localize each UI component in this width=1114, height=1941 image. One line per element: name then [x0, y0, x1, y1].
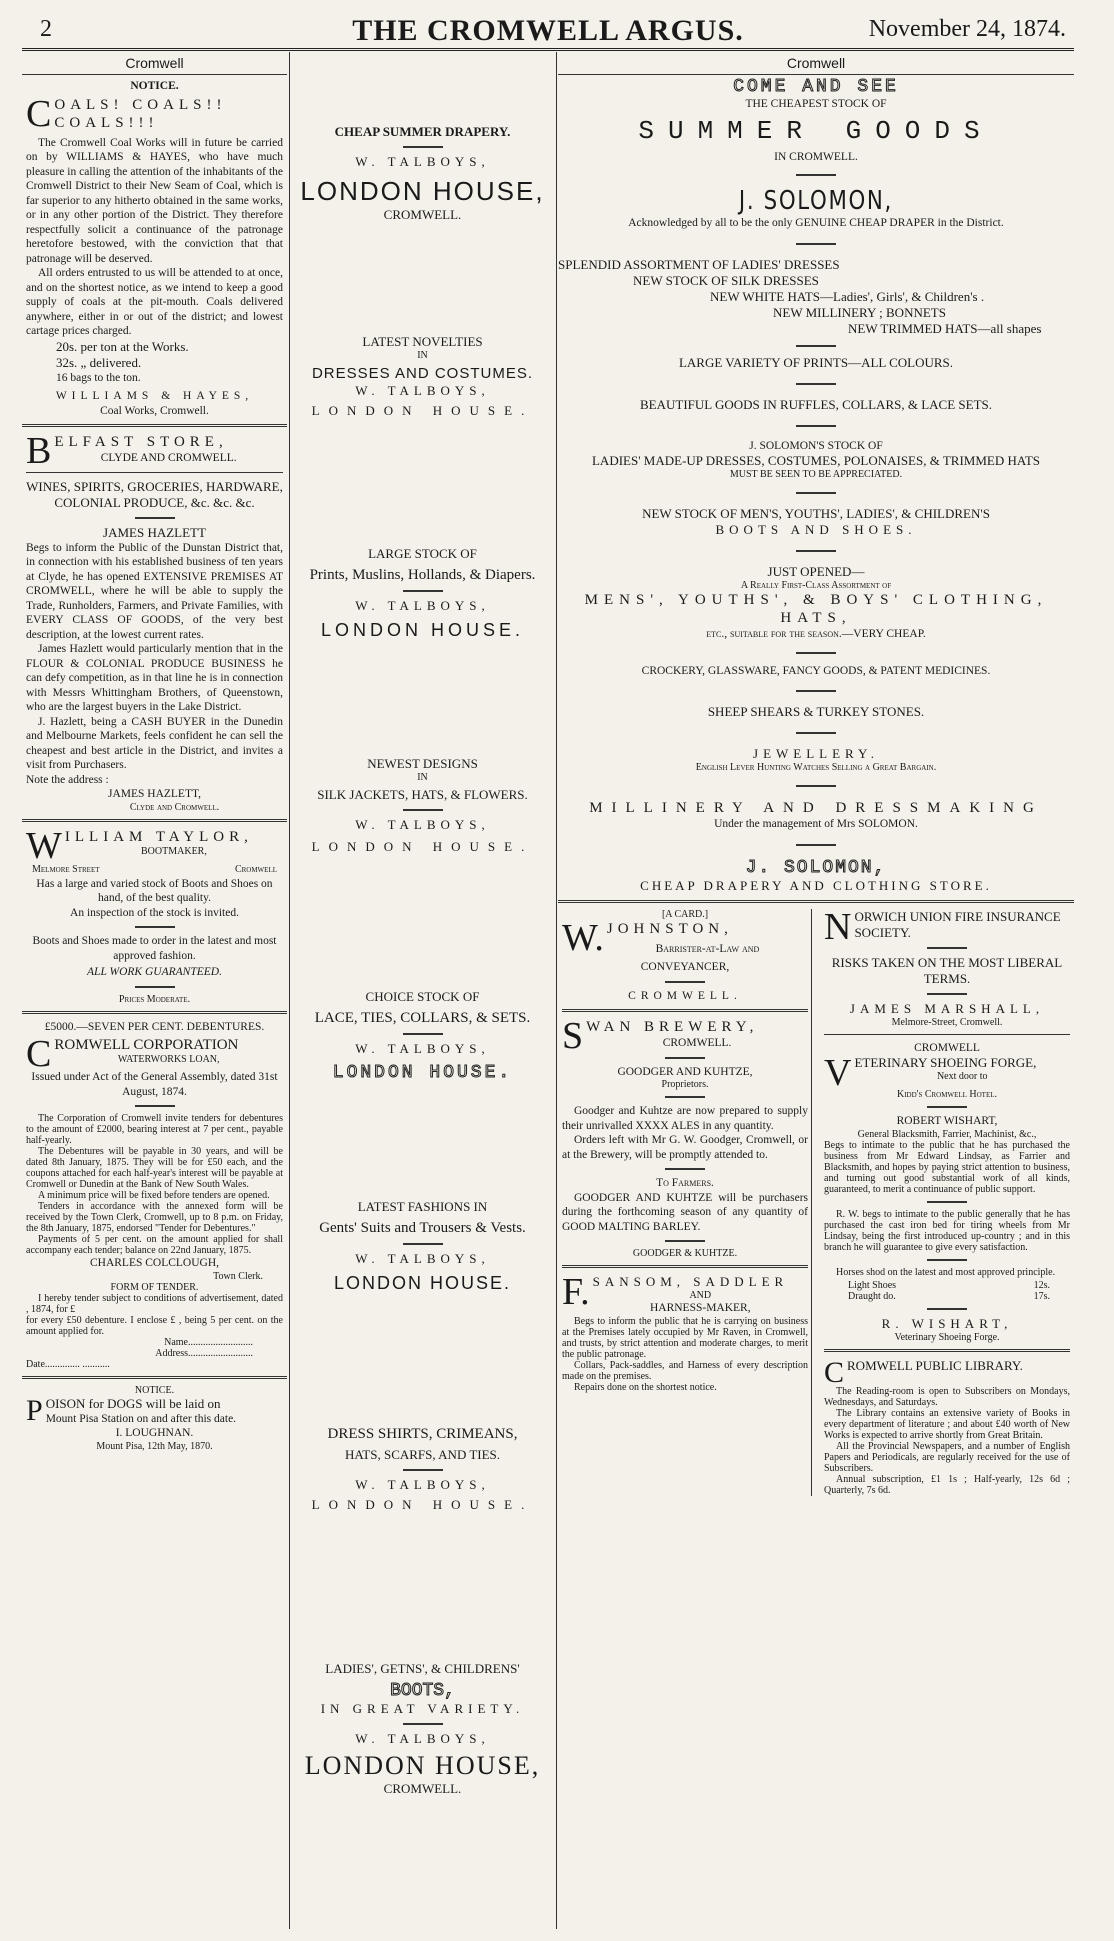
- poison-body: Mount Pisa Station on and after this date.: [45, 1412, 237, 1425]
- johnston-initial: W.: [562, 916, 604, 959]
- coals-title: OALS! COALS!! COALS!!!: [54, 96, 227, 131]
- swan-para-1: Goodger and Kuhtze are now prepared to supply their unrivalled XXXX ALES in any quantity.: [562, 1105, 808, 1132]
- talboys-ad-line: SILK JACKETS, HATS, & FLOWERS.: [317, 787, 528, 802]
- library-drop-cap: C: [824, 1355, 845, 1389]
- talboys-ad-line: CHEAP SUMMER DRAPERY.: [334, 124, 511, 139]
- swan-title: WAN BREWERY,: [586, 1019, 759, 1035]
- johnston-town: CROMWELL.: [628, 989, 742, 1002]
- johnston-title: Barrister-at-Law and: [655, 942, 760, 955]
- divider: [927, 993, 967, 995]
- loan-subtitle: WATERWORKS LOAN,: [117, 1054, 220, 1065]
- swan-proprietors: GOODGER AND KUHTZE,: [617, 1065, 753, 1078]
- johnston-title-2: CONVEYANCER,: [640, 961, 730, 973]
- talboys-advert: [291, 1199, 554, 1425]
- talboys-ad-line: LATEST NOVELTIES: [362, 334, 483, 349]
- belfast-body-2: James Hazlett would particularly mention that in the FLOUR & COLONIAL PRODUCE BUSINESS he can defy competition, as in that line he is in connection with Messrs Whittingham Brothers, of Queenstown, who are the largest buyers in the Lake District.: [26, 643, 283, 713]
- library-title: ROMWELL PUBLIC LIBRARY.: [847, 1357, 1023, 1373]
- divider: [824, 1349, 1070, 1352]
- poison-title: OISON for DOGS will be laid on: [45, 1395, 221, 1411]
- belfast-goods: WINES, SPIRITS, GROCERIES, HARDWARE, COLONIAL PRODUCE, &c. &c. &c.: [26, 478, 283, 510]
- forge-title: ETERINARY SHOEING FORGE,: [854, 1055, 1037, 1070]
- solomon-shears: SHEEP SHEARS & TURKEY STONES.: [707, 704, 925, 719]
- johnston-name: JOHNSTON,: [606, 920, 733, 937]
- divider: [135, 926, 175, 928]
- coals-price-delivered: 32s. „ delivered.: [56, 354, 142, 370]
- belfast-drop-cap: B: [26, 430, 52, 472]
- norwich-risks: RISKS TAKEN ON THE MOST LIBERAL TERMS.: [831, 954, 1063, 986]
- sansom-para-3: Repairs done on the shortest notice.: [574, 1381, 717, 1393]
- solomon-come-and-see: COME AND SEE: [733, 77, 899, 97]
- belfast-body: Begs to inform the Public of the Dunstan District that, in connection with his established business of ten years at Clyde, he has opened EXTENSIVE PREMISES AT CROMWELL, where he will be able to supply the Trade, Runholders, Farmers, and Private Families, with EVERY CLASS OF GOODS, of the very best description, at the lowest current rates.: [26, 541, 283, 641]
- loan-form-line-2: for every £50 debenture. I enclose £ , being 5 per cent. on the amount applied for.: [26, 1314, 283, 1337]
- coals-advert: [22, 79, 287, 418]
- divider: [796, 785, 836, 787]
- talboys-advert: [291, 989, 554, 1199]
- divider: [558, 900, 1074, 903]
- belfast-address: Clyde and Cromwell.: [129, 801, 220, 813]
- talboys-ad-line: IN: [417, 772, 428, 783]
- solomon-ruffles: BEAUTIFUL GOODS IN RUFFLES, COLLARS, & LACE SETS.: [640, 396, 992, 412]
- column-rule: [289, 52, 290, 1929]
- solomon-name: J. SOLOMON,: [738, 186, 894, 216]
- poison-notice-label: NOTICE.: [134, 1384, 175, 1396]
- sub-column-rule: [811, 909, 812, 1496]
- johnston-card: [562, 909, 808, 1004]
- talboys-ad-line: LONDON HOUSE.: [311, 1497, 534, 1512]
- divider: [796, 425, 836, 427]
- talboys-ad-line: IN: [417, 350, 428, 361]
- divider: [26, 472, 283, 473]
- waterworks-loan-advert: [22, 1020, 287, 1370]
- talboys-ad-line: W. TALBOYS,: [355, 383, 490, 398]
- forge-para-1: Begs to intimate to the public that he has purchased the business from Mr Edward Lindsay, as Farrier and Blacksmith, and hopes by paying strict attention to business, and turning out good substantial work of all kinds, guaranteed, to merit a continuance of public support.: [824, 1139, 1070, 1195]
- divider: [403, 1033, 443, 1035]
- talboys-ad-line: LONDON HOUSE,: [304, 1751, 541, 1780]
- forge-signature-title: Veterinary Shoeing Forge.: [894, 1331, 1000, 1343]
- johnston-card-label: [A CARD.]: [661, 908, 709, 920]
- talboys-ad-line: LONDON HOUSE.: [311, 839, 534, 854]
- swan-subtitle: CROMWELL.: [662, 1037, 732, 1049]
- loan-para-4: Tenders in accordance with the annexed form will be received by the Town Clerk, Cromwell, up to 8 p.m. on Friday, the 8th January, 1875, endorsed "Tender for Debentures.": [26, 1201, 283, 1234]
- taylor-title: ILLIAM TAYLOR,: [64, 828, 253, 845]
- divider: [796, 550, 836, 552]
- divider: [403, 1723, 443, 1725]
- column-left: [22, 52, 287, 1929]
- solomon-clothing: MENS', YOUTHS', & BOYS' CLOTHING, HATS,: [584, 592, 1048, 626]
- talboys-ad-line: W. TALBOYS,: [355, 1477, 490, 1492]
- right-sub-column-b: [816, 905, 1074, 1496]
- divider: [403, 590, 443, 592]
- solomon-summer-goods: SUMMER GOODS: [638, 115, 994, 146]
- belfast-note: Note the address :: [26, 773, 109, 786]
- solomon-name-2: J. SOLOMON,: [745, 857, 887, 878]
- talboys-ad-line: CROMWELL.: [383, 1781, 462, 1796]
- coals-location: Coal Works, Cromwell.: [100, 404, 209, 417]
- talboys-ad-line: Gents' Suits and Trousers & Vests.: [319, 1220, 526, 1236]
- masthead: [22, 12, 1074, 51]
- loan-form-line-1: I hereby tender subject to conditions of advertisement, dated , 1874, for £: [26, 1292, 283, 1315]
- talboys-ad-line: W. TALBOYS,: [355, 1731, 490, 1746]
- talboys-ad-line: LONDON HOUSE.: [320, 620, 525, 640]
- newspaper-title: THE CROMWELL ARGUS.: [352, 14, 744, 47]
- divider: [665, 1096, 705, 1098]
- right-sub-column-a: [558, 909, 816, 1496]
- forge-light-shoes: Light Shoes: [848, 1279, 897, 1291]
- talboys-ad-line: NEWEST DESIGNS: [367, 756, 478, 771]
- forge-draught-price: 17s.: [1033, 1290, 1050, 1302]
- sansom-para-2: Collars, Pack-saddles, and Harness of every description made on the premises.: [562, 1359, 808, 1382]
- solomon-prints: LARGE VARIETY OF PRINTS—ALL COLOURS.: [678, 354, 954, 370]
- divider: [796, 732, 836, 734]
- taylor-body: Has a large and varied stock of Boots and Shoes on hand, of the best quality.: [36, 877, 273, 904]
- forge-para-2: R. W. begs to intimate to the public generally that he has purchased the cast iron bed for tiring wheels from Mr Lindsay, being the first introduced up-country ; and in this branch he will guarantee to give every satisfaction.: [824, 1208, 1070, 1253]
- forge-next-door: Next door to: [936, 1071, 988, 1082]
- belfast-subtitle: CLYDE AND CROMWELL.: [100, 452, 237, 464]
- library-para-1: The Reading-room is open to Subscribers on Mondays, Wednesdays, and Saturdays.: [824, 1385, 1070, 1408]
- loan-form-name: Name..........................: [164, 1336, 253, 1348]
- veterinary-forge-advert: [824, 1041, 1070, 1343]
- talboys-advert: [291, 1661, 554, 1797]
- poison-drop-cap: P: [26, 1393, 43, 1427]
- loan-drop-cap: C: [26, 1033, 52, 1075]
- divider: [562, 1009, 808, 1012]
- column-right: [558, 52, 1074, 1929]
- divider: [22, 1011, 287, 1014]
- solomon-line: NEW MILLINERY ; BONNETS: [773, 304, 946, 320]
- taylor-bootmaker-advert: [22, 824, 287, 1005]
- loan-para-5: Payments of 5 per cent. on the amount applied for shall accompany each tender; balance on 22nd January, 1875.: [26, 1234, 283, 1256]
- divider: [796, 492, 836, 494]
- divider: [22, 819, 287, 822]
- divider: [22, 424, 287, 427]
- divider: [927, 1106, 967, 1108]
- talboys-ad-line: LONDON HOUSE.: [333, 1273, 512, 1293]
- solomon-line: NEW STOCK OF SILK DRESSES: [633, 272, 819, 288]
- talboys-advert: [291, 546, 554, 756]
- talboys-ad-line: LONDON HOUSE,: [300, 176, 545, 206]
- divider: [665, 981, 705, 983]
- talboys-ad-line: W. TALBOYS,: [355, 1041, 490, 1056]
- sansom-and: AND: [689, 1290, 712, 1301]
- swan-drop-cap: S: [562, 1015, 584, 1057]
- divider: [796, 844, 836, 846]
- library-para-2: The Library contains an extensive variety of Books in every department of literature ; and about £40 worth of New Works is expected to arrive shortly from Great Britain.: [824, 1407, 1070, 1441]
- loan-para-1: The Corporation of Cromwell invite tenders for debentures to the amount of £2000, bearing interest at 7 per cent., payable half-yearly.: [26, 1113, 283, 1146]
- divider: [135, 517, 175, 519]
- solomon-management: Under the management of Mrs SOLOMON.: [714, 818, 918, 830]
- solomon-season: etc., suitable for the season.—VERY CHEAP.: [706, 628, 926, 640]
- talboys-ad-line: CHOICE STOCK OF: [365, 989, 480, 1004]
- column-middle: [291, 52, 554, 1929]
- divider: [927, 947, 967, 949]
- column-header: Cromwell: [558, 52, 1074, 75]
- swan-farmers: To Farmers.: [656, 1177, 714, 1189]
- loan-title: ROMWELL CORPORATION: [54, 1037, 239, 1053]
- forge-drop-cap: V: [824, 1052, 852, 1094]
- divider: [796, 383, 836, 385]
- divider: [562, 1265, 808, 1268]
- loan-headline: £5000.—SEVEN PER CENT. DEBENTURES.: [44, 1020, 265, 1033]
- divider: [796, 345, 836, 347]
- column-header: Cromwell: [22, 52, 287, 75]
- talboys-ad-line: DRESSES AND COSTUMES.: [311, 365, 534, 382]
- column-rule: [556, 52, 557, 1929]
- coals-bags: 16 bags to the ton.: [56, 371, 141, 384]
- talboys-ad-line: HATS, SCARFS, AND TIES.: [344, 1447, 501, 1462]
- taylor-street: Melmore Street: [32, 863, 100, 875]
- swan-brewery-advert: [562, 1015, 808, 1259]
- swan-para-2: Orders left with Mr G. W. Goodger, Cromwell, or at the Brewery, will be promptly attended to.: [562, 1134, 808, 1161]
- solomon-just-opened: JUST OPENED—: [767, 564, 865, 579]
- taylor-trade: BOOTMAKER,: [141, 845, 207, 857]
- talboys-ad-line: W. TALBOYS,: [355, 1251, 490, 1266]
- talboys-ad-line: LADIES', GETNS', & CHILDRENS': [325, 1661, 520, 1676]
- solomon-jewellery: JEWELLERY.: [753, 746, 879, 761]
- loan-signature: CHARLES COLCLOUGH,: [89, 1257, 220, 1269]
- forge-proprietor: ROBERT WISHART,: [896, 1115, 998, 1127]
- divider: [665, 1240, 705, 1242]
- divider: [796, 243, 836, 245]
- belfast-title: ELFAST STORE,: [54, 434, 228, 450]
- loan-form-heading: FORM OF TENDER.: [110, 1281, 199, 1293]
- taylor-body-2: Boots and Shoes made to order in the latest and most approved fashion.: [32, 935, 277, 962]
- solomon-stock-of: J. SOLOMON'S STOCK OF: [749, 439, 883, 452]
- solomon-boots-line-2: BOOTS AND SHOES.: [715, 522, 917, 537]
- talboys-ad-line: Prints, Muslins, Hollands, & Diapers.: [309, 567, 536, 583]
- taylor-prices: Prices Moderate.: [118, 993, 191, 1005]
- library-advert: [824, 1355, 1070, 1496]
- library-para-3: All the Provincial Newspapers, and a number of English Papers and Periodicals, are regularly received for the use of Subscribers.: [824, 1440, 1070, 1474]
- talboys-advert: [291, 124, 554, 334]
- talboys-ad-line: LONDON HOUSE.: [311, 403, 534, 418]
- norwich-agent: JAMES MARSHALL,: [849, 1000, 1045, 1016]
- talboys-ad-line: W. TALBOYS,: [355, 817, 490, 832]
- swan-signature: GOODGER & KUHTZE.: [632, 1248, 738, 1259]
- solomon-cheapest: THE CHEAPEST STOCK OF: [745, 98, 887, 110]
- belfast-body-3: J. Hazlett, being a CASH BUYER in the Dunedin and Melbourne Markets, feels confident he can sell the cheapest and best article in the District, and invites a visit from Purchasers.: [26, 715, 283, 771]
- divider: [403, 809, 443, 811]
- loan-issued: Issued under Act of the General Assembly, dated 31st August, 1874.: [31, 1071, 278, 1098]
- belfast-store-advert: [22, 430, 287, 813]
- forge-trade: General Blacksmith, Farrier, Machinist, &c.,: [857, 1128, 1037, 1140]
- divider: [403, 1243, 443, 1245]
- coals-price-works: 20s. per ton at the Works.: [56, 338, 189, 354]
- talboys-ad-line: DRESS SHIRTS, CRIMEANS,: [327, 1426, 518, 1442]
- solomon-in-cromwell: IN CROMWELL.: [774, 150, 858, 163]
- divider: [135, 986, 175, 988]
- norwich-union-advert: [824, 905, 1070, 1028]
- forge-town: CROMWELL: [914, 1041, 980, 1054]
- coals-notice-label: NOTICE.: [130, 80, 179, 92]
- divider: [22, 1376, 287, 1379]
- talboys-ad-line: LATEST FASHIONS IN: [357, 1199, 488, 1214]
- solomon-acknowledged: Acknowledged by all to be the only GENUINE CHEAP DRAPER in the District.: [628, 217, 1004, 229]
- divider: [135, 1105, 175, 1107]
- talboys-advert: [291, 756, 554, 989]
- divider: [665, 1168, 705, 1170]
- sansom-initial: F.: [562, 1271, 590, 1313]
- loan-para-2: The Debentures will be payable in 30 years, and will be dated 8th January, 1875. They will be for £50 each, and the coupons attached for each half-year's interest will be payable at Cromwell or Dunedin at the Bank of New South Wales.: [26, 1146, 283, 1190]
- divider: [927, 1308, 967, 1310]
- swan-para-3: GOODGER AND KUHTZE will be purchasers during the forthcoming season of any quantity of GOOD MALTING BARLEY.: [562, 1191, 808, 1233]
- solomon-line: NEW WHITE HATS—Ladies', Girls', & Children's .: [710, 288, 985, 304]
- solomon-advert: [558, 77, 1074, 894]
- divider: [796, 690, 836, 692]
- divider: [403, 1469, 443, 1471]
- coals-drop-cap: C: [26, 92, 52, 135]
- poison-notice: [22, 1385, 287, 1452]
- solomon-watches: English Lever Hunting Watches Selling a Great Bargain.: [695, 762, 937, 773]
- divider: [927, 1259, 967, 1261]
- talboys-ad-line: LONDON HOUSE.: [332, 1063, 513, 1083]
- talboys-ad-line: LACE, TIES, COLLARS, & SETS.: [314, 1010, 531, 1026]
- taylor-drop-cap: W: [26, 824, 62, 867]
- sansom-advert: [562, 1271, 808, 1393]
- solomon-appreciated: MUST BE SEEN TO BE APPRECIATED.: [729, 469, 903, 480]
- talboys-ad-line: LARGE STOCK OF: [368, 546, 477, 561]
- forge-signature: R. WISHART,: [881, 1315, 1013, 1331]
- forge-hotel: Kidd's Cromwell Hotel.: [896, 1089, 997, 1100]
- sansom-title-2: HARNESS-MAKER,: [649, 1302, 751, 1314]
- solomon-crockery: CROCKERY, GLASSWARE, FANCY GOODS, & PATENT MEDICINES.: [641, 664, 991, 677]
- divider: [796, 174, 836, 176]
- norwich-title: ORWICH UNION FIRE INSURANCE SOCIETY.: [854, 908, 1061, 940]
- coals-body: The Cromwell Coal Works will in future be carried on by WILLIAMS & HAYES, who have much pleasure in calling the attention of the inhabitants of the Cromwell District to their New Seam of Coal, which is far superior to any hitherto obtained in the same works, or in any other portion of the District. They therefore respectfully solicit a continuance of the patronage heretofore bestowed, with the conviction that that patronage will be deserved.: [26, 136, 283, 265]
- norwich-street: Melmore-Street, Cromwell.: [891, 1016, 1003, 1028]
- taylor-inspection: An inspection of the stock is invited.: [70, 906, 239, 919]
- talboys-advert: [291, 334, 554, 546]
- solomon-line: SPLENDID ASSORTMENT OF LADIES' DRESSES: [558, 256, 840, 272]
- talboys-ad-line: W. TALBOYS,: [355, 598, 490, 613]
- solomon-assortment: A Really First-Class Assortment of: [740, 580, 892, 591]
- talboys-ad-line: W. TALBOYS,: [355, 154, 490, 169]
- taylor-town: Cromwell: [234, 863, 277, 875]
- forge-light-price: 12s.: [1033, 1279, 1050, 1291]
- divider: [796, 652, 836, 654]
- poison-signature: I. LOUGHNAN.: [115, 1427, 194, 1439]
- talboys-ad-line: CROMWELL.: [383, 207, 462, 222]
- solomon-millinery: MILLINERY AND DRESSMAKING: [589, 800, 1043, 816]
- loan-signature-title: Town Clerk.: [213, 1270, 263, 1282]
- library-para-4: Annual subscription, £1 1s ; Half-yearly, 12s 6d ; Quarterly, 7s 6d.: [824, 1473, 1070, 1496]
- solomon-boots-line-1: NEW STOCK OF MEN'S, YOUTHS', LADIES', & CHILDREN'S: [642, 506, 990, 521]
- divider: [927, 1201, 967, 1203]
- norwich-drop-cap: N: [824, 905, 852, 948]
- solomon-store: CHEAP DRAPERY AND CLOTHING STORE.: [640, 877, 992, 893]
- sansom-title: SANSOM, SADDLER: [592, 1274, 789, 1289]
- loan-form-date: Date.............. ...........: [26, 1358, 110, 1370]
- belfast-proprietor: JAMES HAZLETT: [103, 524, 206, 540]
- coals-body-2: All orders entrusted to us will be attended to at once, and on the shortest notice, as we intend to keep a good supply of coals at the pit-mouth. Coals delivered anywhere, either in or out of the district; and lowest cartage prices charged.: [26, 267, 283, 337]
- poison-date: Mount Pisa, 12th May, 1870.: [96, 1440, 213, 1452]
- divider: [665, 1057, 705, 1059]
- loan-form-address: Address..........................: [155, 1347, 253, 1359]
- divider: [403, 146, 443, 148]
- page-number: 2: [40, 16, 52, 42]
- belfast-signature: JAMES HAZLETT,: [107, 788, 202, 800]
- taylor-guarantee: ALL WORK GUARANTEED.: [87, 966, 222, 978]
- talboys-ad-line: IN GREAT VARIETY.: [320, 1701, 525, 1716]
- forge-para-3: Horses shod on the latest and most approved principle.: [836, 1266, 1056, 1278]
- solomon-line: NEW TRIMMED HATS—all shapes: [848, 320, 1042, 336]
- sansom-para-1: Begs to inform the public that he is carrying on business at the Premises lately occupied by Mr Raven, in Cromwell, and trusts, by strict attention and moderate charges, to merit the public patronage.: [562, 1315, 808, 1360]
- solomon-made-up: LADIES' MADE-UP DRESSES, COSTUMES, POLONAISES, & TRIMMED HATS: [591, 453, 1040, 468]
- talboys-advert: [291, 1425, 554, 1661]
- divider: [824, 1034, 1070, 1035]
- forge-draught: Draught do.: [848, 1290, 896, 1302]
- coals-signature: WILLIAMS & HAYES,: [55, 390, 254, 402]
- issue-date: November 24, 1874.: [868, 16, 1066, 42]
- swan-proprietors-label: Proprietors.: [661, 1079, 709, 1090]
- loan-para-3: A minimum price will be fixed before tenders are opened.: [38, 1190, 270, 1201]
- talboys-ad-line: BOOTS,: [390, 1681, 455, 1701]
